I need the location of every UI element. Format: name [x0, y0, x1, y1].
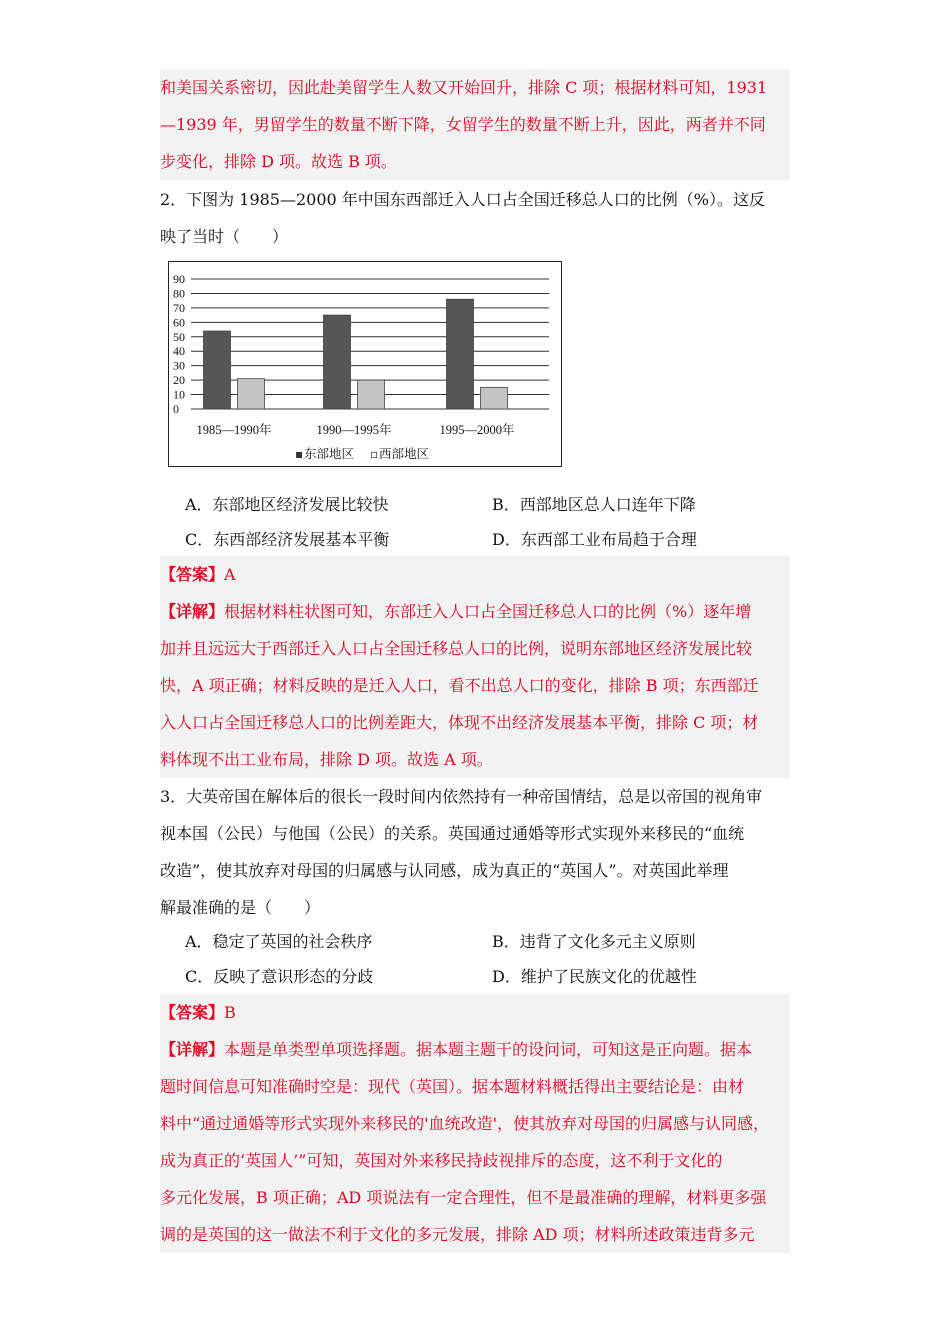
q3-option-d[interactable]: D．维护了民族文化的优越性 [492, 967, 697, 986]
bar [358, 380, 385, 409]
text-line: 解最准确的是（ ） [160, 898, 321, 917]
x-tick-label: 1990—1995年 [316, 423, 392, 437]
explain-line [160, 1031, 790, 1068]
text-line: 调的是英国的这一做法不利于文化的多元发展，排除 AD 项；材料所述政策违背多元 [160, 1225, 755, 1244]
text-line: 2．下图为 1985—2000 年中国东西部迁入人口占全国迁移总人口的比例（%）。这反 [160, 190, 765, 209]
q3-option-b[interactable]: B．违背了文化多元主义原则 [492, 932, 696, 951]
text-line: 根据材料柱状图可知，东部迁入人口占全国迁移总人口的比例（%）逐年增 [224, 602, 752, 621]
legend-label: 西部地区 [379, 446, 430, 461]
y-tick-label: 30 [173, 358, 185, 373]
y-tick-label: 70 [173, 300, 185, 315]
answer-value: B [224, 1003, 236, 1022]
answer-value: A [224, 565, 236, 584]
explain-line [160, 593, 790, 630]
text-line: 步变化，排除 D 项。故选 B 项。 [160, 152, 397, 171]
bar-chart [168, 261, 562, 467]
bar [324, 315, 351, 409]
y-tick-label: 60 [173, 315, 185, 330]
text-line: 加并且远远大于西部迁入人口占全国迁移总人口的比例，说明东部地区经济发展比较 [160, 639, 753, 658]
text-line: 成为真正的‘英国人’”可知，英国对外来移民持歧视排斥的态度，这不利于文化的 [160, 1151, 723, 1170]
bar [204, 331, 231, 409]
q2-solution [160, 556, 790, 778]
q2-option-a[interactable]: A．东部地区经济发展比较快 [185, 495, 389, 514]
q3-solution [160, 994, 790, 1253]
prev-explanation [160, 69, 790, 180]
q3-option-c[interactable]: C．反映了意识形态的分歧 [185, 967, 374, 986]
y-tick-label: 50 [173, 329, 185, 344]
x-tick-label: 1995—2000年 [439, 423, 515, 437]
y-tick-label: 90 [173, 272, 185, 286]
q2-stem [160, 181, 790, 255]
text-line: 多元化发展，B 项正确；AD 项说法有一定合理性，但不是最准确的理解，材料更多强 [160, 1188, 767, 1207]
y-tick-label: 20 [173, 373, 185, 388]
text-line: 映了当时（ ） [160, 227, 289, 246]
y-tick-label: 0 [173, 402, 179, 416]
legend-marker: ▪ [295, 447, 304, 461]
text-line: 入人口占全国迁移总人口的比例差距大，体现不出经济发展基本平衡，排除 C 项；材 [160, 713, 759, 732]
answer-label: 【答案】 [160, 565, 225, 584]
y-tick-label: 10 [173, 387, 185, 402]
q3-option-a[interactable]: A．稳定了英国的社会秩序 [185, 932, 373, 951]
bar [481, 387, 508, 409]
text-line: 改造”，使其放弃对母国的归属感与认同感，成为真正的“英国人”。对英国此举理 [160, 861, 729, 880]
bar-chart-svg [169, 262, 560, 465]
text-line: 3．大英帝国在解体后的很长一段时间内依然持有一种帝国情结，总是以帝国的视角审 [160, 787, 763, 806]
x-tick-label: 1985—1990年 [196, 423, 272, 437]
y-tick-label: 40 [173, 344, 185, 359]
legend-label: 东部地区 [304, 446, 355, 461]
answer-label: 【答案】 [160, 1003, 225, 1022]
explain-label: 【详解】 [160, 1040, 225, 1059]
q2-option-c[interactable]: C．东西部经济发展基本平衡 [185, 530, 390, 549]
answer-line [160, 556, 790, 593]
bar [447, 299, 474, 409]
text-line: 和美国关系密切，因此赴美留学生人数又开始回升，排除 C 项；根据材料可知，1931 [160, 78, 768, 97]
text-line: 视本国（公民）与他国（公民）的关系。英国通过通婚等形式实现外来移民的“血统 [160, 824, 745, 843]
text-line: 快，A 项正确；材料反映的是迁入人口，看不出总人口的变化，排除 B 项；东西部迁 [160, 676, 759, 695]
text-line: 本题是单类型单项选择题。据本题主题干的设问词，可知这是正向题。据本 [224, 1040, 753, 1059]
legend-marker: ▫ [370, 447, 379, 461]
text-line: 题时间信息可知准确时空是：现代（英国）。据本题材料概括得出主要结论是：由材 [160, 1077, 745, 1096]
text-line: —1939 年，男留学生的数量不断下降，女留学生的数量不断上升，因此，两者并不同 [160, 115, 766, 134]
bar [238, 379, 265, 409]
q2-option-b[interactable]: B．西部地区总人口连年下降 [492, 495, 696, 514]
text-line: 料中“通过通婚等形式实现外来移民的'血统改造'，使其放弃对母国的归属感与认同感， [160, 1114, 769, 1133]
q3-stem [160, 778, 790, 926]
y-tick-label: 80 [173, 286, 185, 301]
q2-option-d[interactable]: D．东西部工业布局趋于合理 [492, 530, 697, 549]
text-line: 料体现不出工业布局，排除 D 项。故选 A 项。 [160, 750, 493, 769]
explain-label: 【详解】 [160, 602, 225, 621]
answer-line [160, 994, 790, 1031]
